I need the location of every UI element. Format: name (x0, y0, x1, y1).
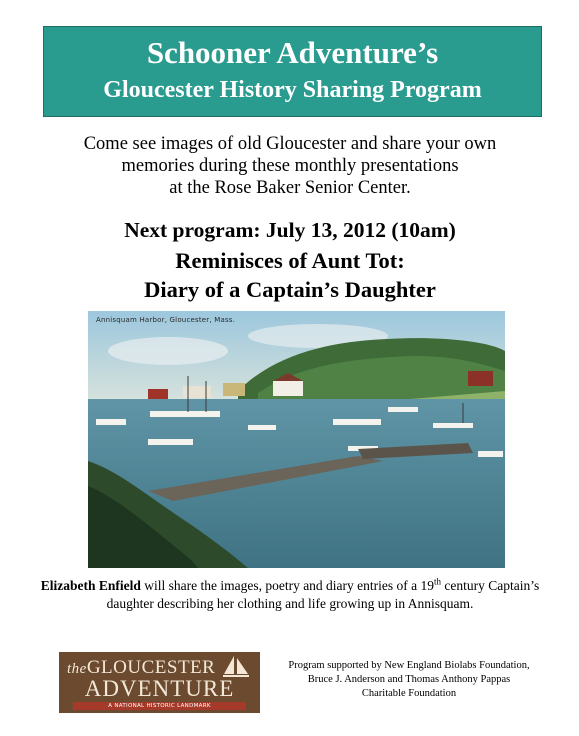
logo-gloucester: GLOUCESTER (86, 657, 216, 678)
sponsor-line: Program supported by New England Biolabs Foundation, (288, 660, 530, 671)
gloucester-adventure-logo (59, 652, 260, 713)
intro-line: memories during these monthly presentations (121, 156, 459, 176)
speaker-name: Elizabeth Enfield (40, 578, 141, 593)
description-text: will share the images, poetry and diary entries of a 19 (140, 578, 435, 593)
sponsors-text (268, 659, 550, 701)
program-description (40, 577, 540, 613)
intro-line: Come see images of old Gloucester and share your own (83, 134, 497, 154)
header-title: Schooner Adventure’s (146, 35, 439, 70)
logo-the: the (67, 661, 87, 677)
sponsor-line: Charitable Foundation (361, 688, 457, 699)
schooner-sail-icon (222, 654, 250, 678)
header-banner (43, 26, 542, 117)
sponsor-line: Bruce J. Anderson and Thomas Anthony Pappas (307, 674, 511, 685)
header-subtitle: Gloucester History Sharing Program (103, 77, 482, 103)
intro-text (30, 133, 550, 199)
harbor-postcard-image (88, 311, 505, 568)
program-title-line: Diary of a Captain’s Daughter (144, 277, 436, 302)
intro-line: at the Rose Baker Senior Center. (169, 178, 411, 198)
logo-adventure: ADVENTURE (84, 676, 235, 701)
program-title-line: Reminisces of Aunt Tot: (175, 248, 405, 273)
logo-landmark-strip: A NATIONAL HISTORIC LANDMARK (73, 702, 246, 710)
harbor-illustration (88, 311, 505, 568)
ordinal-suffix: th (434, 576, 442, 587)
program-title (20, 246, 560, 304)
description-text: century Captain’s daughter describing her clothing and life growing up in Annisquam. (106, 578, 540, 611)
photo-caption: Annisquam Harbor, Gloucester, Mass. (96, 316, 236, 324)
next-program-date: Next program: July 13, 2012 (10am) (124, 218, 456, 242)
